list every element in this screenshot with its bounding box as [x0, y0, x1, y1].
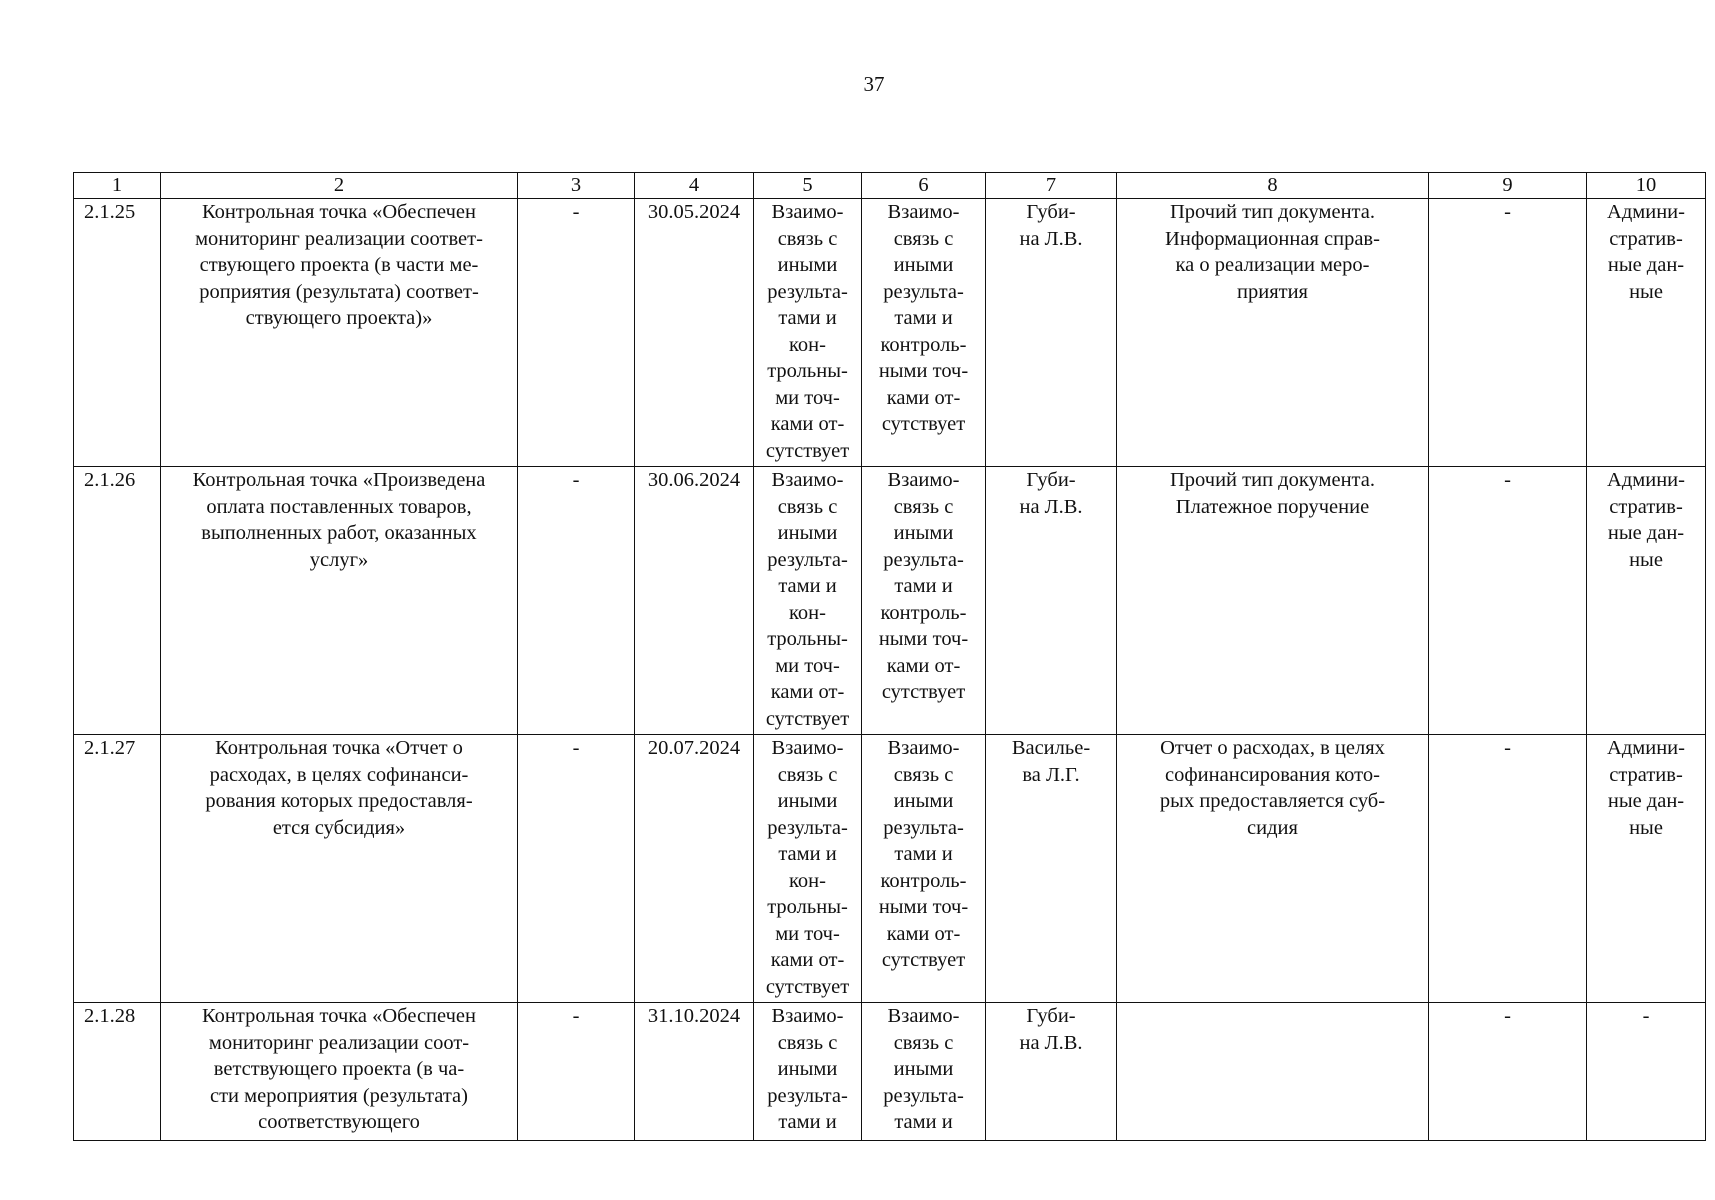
- responsible-person: Губи- на Л.В.: [986, 199, 1117, 467]
- table-row: [74, 199, 1706, 467]
- row-number: 2.1.26: [74, 467, 161, 735]
- column-header: 10: [1587, 173, 1706, 199]
- cell-col5: Взаимо- связь с иными результа- тами и кон- трольны- ми точ- ками от- сутствует: [754, 735, 862, 1003]
- document-type: Отчет о расходах, в целях софинансирования кото- рых предоставляется суб- сидия: [1117, 735, 1429, 1003]
- cell-col6: Взаимо- связь с иными результа- тами и контроль- ными точ- ками от- сутствует: [862, 735, 986, 1003]
- control-point-title: Контрольная точка «Произведена оплата поставленных товаров, выполненных работ, оказанных услуг»: [161, 467, 518, 735]
- column-header: 9: [1429, 173, 1587, 199]
- due-date: 20.07.2024: [635, 735, 754, 1003]
- cell-col6: Взаимо- связь с иными результа- тами и контроль- ными точ- ками от- сутствует: [862, 467, 986, 735]
- control-point-title: Контрольная точка «Обеспечен мониторинг реализации соот- ветствующего проекта (в ча- сти мероприятия (результата) соответствующего: [161, 1003, 518, 1141]
- data-source: -: [1587, 1003, 1706, 1141]
- column-header: 4: [635, 173, 754, 199]
- control-point-title: Контрольная точка «Отчет о расходах, в целях софинанси- рования которых предоставля- ется субсидия»: [161, 735, 518, 1003]
- data-source: Админи- стратив- ные дан- ные: [1587, 199, 1706, 467]
- cell-col6: Взаимо- связь с иными результа- тами и контроль- ными точ- ками от- сутствует: [862, 199, 986, 467]
- column-header: 5: [754, 173, 862, 199]
- due-date: 30.05.2024: [635, 199, 754, 467]
- column-header: 7: [986, 173, 1117, 199]
- data-source: Админи- стратив- ные дан- ные: [1587, 467, 1706, 735]
- cell-col3: -: [518, 467, 635, 735]
- table-row: [74, 467, 1706, 735]
- row-number: 2.1.27: [74, 735, 161, 1003]
- document-type: Прочий тип документа. Платежное поручение: [1117, 467, 1429, 735]
- row-number: 2.1.28: [74, 1003, 161, 1141]
- table-row: [74, 735, 1706, 1003]
- row-number: 2.1.25: [74, 199, 161, 467]
- due-date: 30.06.2024: [635, 467, 754, 735]
- column-header: 1: [74, 173, 161, 199]
- data-source: Админи- стратив- ные дан- ные: [1587, 735, 1706, 1003]
- cell-col9: -: [1429, 467, 1587, 735]
- cell-col3: -: [518, 199, 635, 467]
- document-type: [1117, 1003, 1429, 1141]
- cell-col6: Взаимо- связь с иными результа- тами и: [862, 1003, 986, 1141]
- cell-col5: Взаимо- связь с иными результа- тами и кон- трольны- ми точ- ками от- сутствует: [754, 199, 862, 467]
- page-number: 37: [863, 72, 885, 96]
- table-row: [74, 1003, 1706, 1141]
- header-row: [74, 173, 1706, 199]
- responsible-person: Губи- на Л.В.: [986, 1003, 1117, 1141]
- responsible-person: Василье- ва Л.Г.: [986, 735, 1117, 1003]
- column-header: 2: [161, 173, 518, 199]
- control-point-title: Контрольная точка «Обеспечен мониторинг реализации соответ- ствующего проекта (в части ме- роприятия (результата) соответ- ствующего проекта)»: [161, 199, 518, 467]
- column-header: 6: [862, 173, 986, 199]
- document-type: Прочий тип документа. Информационная справ- ка о реализации меро- приятия: [1117, 199, 1429, 467]
- column-header: 3: [518, 173, 635, 199]
- cell-col5: Взаимо- связь с иными результа- тами и кон- трольны- ми точ- ками от- сутствует: [754, 467, 862, 735]
- column-header: 8: [1117, 173, 1429, 199]
- due-date: 31.10.2024: [635, 1003, 754, 1141]
- control-points-table: [73, 172, 1706, 1141]
- cell-col9: -: [1429, 199, 1587, 467]
- cell-col5: Взаимо- связь с иными результа- тами и: [754, 1003, 862, 1141]
- cell-col9: -: [1429, 1003, 1587, 1141]
- cell-col3: -: [518, 735, 635, 1003]
- cell-col9: -: [1429, 735, 1587, 1003]
- cell-col3: -: [518, 1003, 635, 1141]
- responsible-person: Губи- на Л.В.: [986, 467, 1117, 735]
